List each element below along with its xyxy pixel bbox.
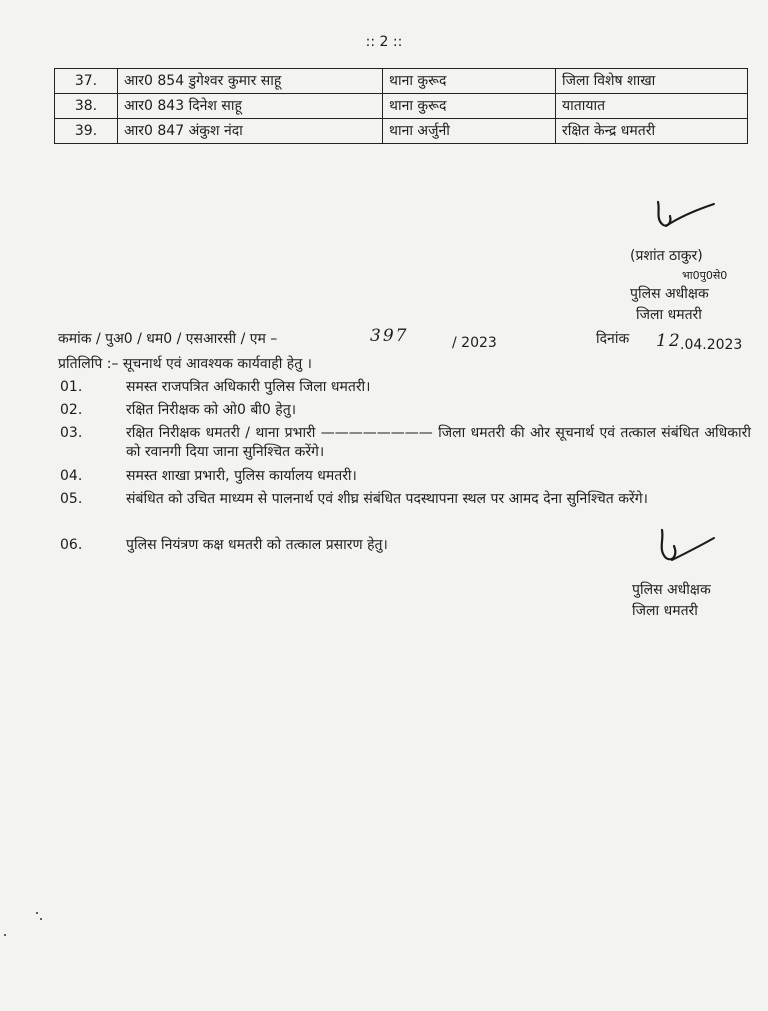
table-row [55,69,748,94]
page-number: :: 2 :: [365,34,403,50]
item-text: रक्षित निरीक्षक धमतरी / थाना प्रभारी ———————— जिला धमतरी की ओर सूचनार्थ एवं तत्काल संबंधित अधिकारी को रवानगी दिया जाना सुनिश्चित करेंगे। [126,425,751,460]
item-text: समस्त शाखा प्रभारी, पुलिस कार्यालय धमतरी। [126,468,357,484]
row-number: 37. [55,69,118,94]
current-posting: थाना कुरूद [383,94,556,119]
item-number: 03. [60,425,83,441]
item-text: समस्त राजपत्रित अधिकारी पुलिस जिला धमतरी। [126,379,371,395]
constable-name: आर0 854 डुगेश्वर कुमार साहू [118,69,383,94]
closing-block [632,580,711,622]
item-number: 01. [60,379,83,395]
signatory-service: भा0पु0से0 [682,269,728,282]
signatory-name: (प्रशांत ठाकुर) [630,248,703,264]
item-number: 06. [60,537,83,553]
row-number: 38. [55,94,118,119]
copy-to-heading: प्रतिलिपि :– सूचनार्थ एवं आवश्यक कार्यवाही हेतु । [58,356,312,372]
new-posting: जिला विशेष शाखा [556,69,748,94]
date-label: दिनांक [596,331,630,347]
table-row [55,119,748,144]
constable-name: आर0 847 अंकुश नंदा [118,119,383,144]
item-number: 02. [60,402,83,418]
scan-speck [4,934,6,936]
date-day: 12 [656,331,682,351]
reference-prefix: कमांक / पुअ0 / धम0 / एसआरसी / एम – [58,331,278,347]
signature-mark [650,524,720,580]
postings-table [54,68,748,144]
item-number: 04. [60,468,83,484]
constable-name: आर0 843 दिनेश साहू [118,94,383,119]
current-posting: थाना कुरूद [383,69,556,94]
signatory-block [630,246,727,326]
current-posting: थाना अर्जुनी [383,119,556,144]
item-text: रक्षित निरीक्षक को ओ0 बी0 हेतु। [126,402,297,418]
new-posting: रक्षित केन्द्र धमतरी [556,119,748,144]
item-number: 05. [60,491,83,507]
scan-speck [36,912,38,914]
reference-year: / 2023 [452,335,497,351]
closing-district: जिला धमतरी [632,603,698,619]
item-text: पुलिस नियंत्रण कक्ष धमतरी को तत्काल प्रसारण हेतु। [126,537,388,553]
scan-speck [40,918,42,920]
closing-designation: पुलिस अधीक्षक [632,582,711,598]
table-row [55,94,748,119]
signatory-district: जिला धमतरी [636,307,702,323]
item-text: संबंधित को उचित माध्यम से पालनार्थ एवं शीघ्र संबंधित पदस्थापना स्थल पर आमद देना सुनिश्चित करेंगे। [126,491,648,507]
signature-mark [648,196,720,246]
row-number: 39. [55,119,118,144]
reference-number: 397 [370,326,409,346]
signatory-designation: पुलिस अधीक्षक [630,286,709,302]
date-rest: .04.2023 [680,337,743,353]
new-posting: यातायात [556,94,748,119]
reference-line [58,326,758,354]
